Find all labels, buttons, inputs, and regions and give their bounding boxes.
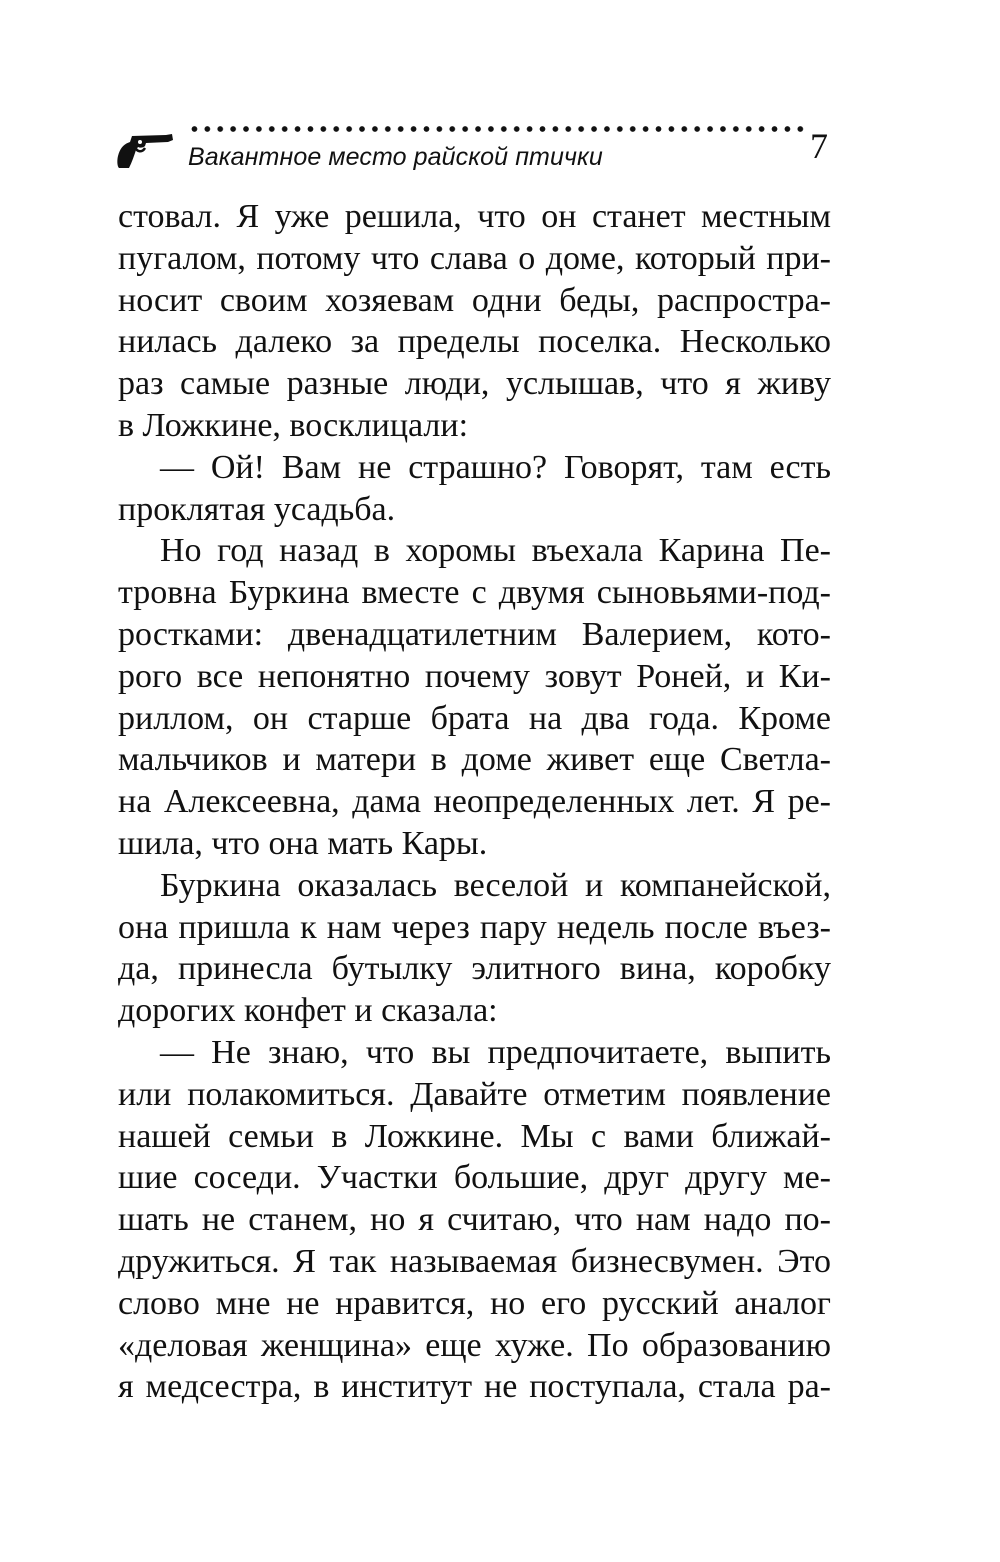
text-line: Буркина оказалась веселой и компанейской, xyxy=(160,866,831,904)
gun-icon xyxy=(116,126,174,170)
text-line: — Ой! Вам не страшно? Говорят, там есть xyxy=(160,448,831,486)
text-line: мальчиков и матери в доме живет еще Светла- xyxy=(118,741,831,779)
text-line: нилась далеко за пределы поселка. Несколько xyxy=(118,323,831,361)
text-line: носит своим хозяевам одни беды, распростра- xyxy=(118,281,831,319)
running-title: Вакантное место райской птички xyxy=(188,143,603,171)
text-line: в Ложкине, восклицали: xyxy=(118,406,469,444)
text-line: тровна Буркина вместе с двумя сыновьями-под- xyxy=(118,574,831,612)
text-line: или полакомиться. Давайте отметим появление xyxy=(118,1075,831,1113)
dotted-rule xyxy=(188,124,806,134)
running-header xyxy=(116,122,832,182)
text-line: да, принесла бутылку элитного вина, коробку xyxy=(118,950,831,988)
text-line: «деловая женщина» еще хуже. По образованию xyxy=(118,1326,831,1364)
text-line: шие соседи. Участки большие, друг другу ме- xyxy=(118,1159,831,1197)
text-line: она пришла к нам через пару недель после въез- xyxy=(118,908,831,946)
text-line: рого все непонятно почему зовут Роней, и Ки- xyxy=(118,657,831,695)
page-number: 7 xyxy=(810,126,828,166)
text-line: я медсестра, в институт не поступала, стала ра- xyxy=(118,1368,831,1406)
body-text xyxy=(118,196,831,1408)
text-line: ростками: двенадцатилетним Валерием, кото- xyxy=(118,615,831,653)
text-line: на Алексеевна, дама неопределенных лет. Я ре- xyxy=(118,783,831,821)
text-line: — Не знаю, что вы предпочитаете, выпить xyxy=(160,1033,831,1071)
text-line: риллом, он старше брата на два года. Кроме xyxy=(118,699,831,737)
text-line: дружиться. Я так называемая бизнесвумен. Это xyxy=(118,1242,831,1280)
text-line: стовал. Я уже решила, что он станет местным xyxy=(118,198,831,235)
text-line: пугалом, потому что слава о доме, который при- xyxy=(118,239,831,277)
text-line: раз самые разные люди, услышав, что я живу xyxy=(118,365,831,403)
text-line: слово мне не нравится, но его русский аналог xyxy=(118,1284,831,1322)
text-line: Но год назад в хоромы въехала Карина Пе- xyxy=(160,532,831,570)
text-line: проклятая усадьба. xyxy=(118,490,396,528)
text-line: нашей семьи в Ложкине. Мы с вами ближай- xyxy=(118,1117,831,1155)
text-line: шила, что она мать Кары. xyxy=(118,824,488,862)
text-line: шать не станем, но я считаю, что нам надо по- xyxy=(118,1201,831,1239)
text-line: дорогих конфет и сказала: xyxy=(118,992,498,1030)
